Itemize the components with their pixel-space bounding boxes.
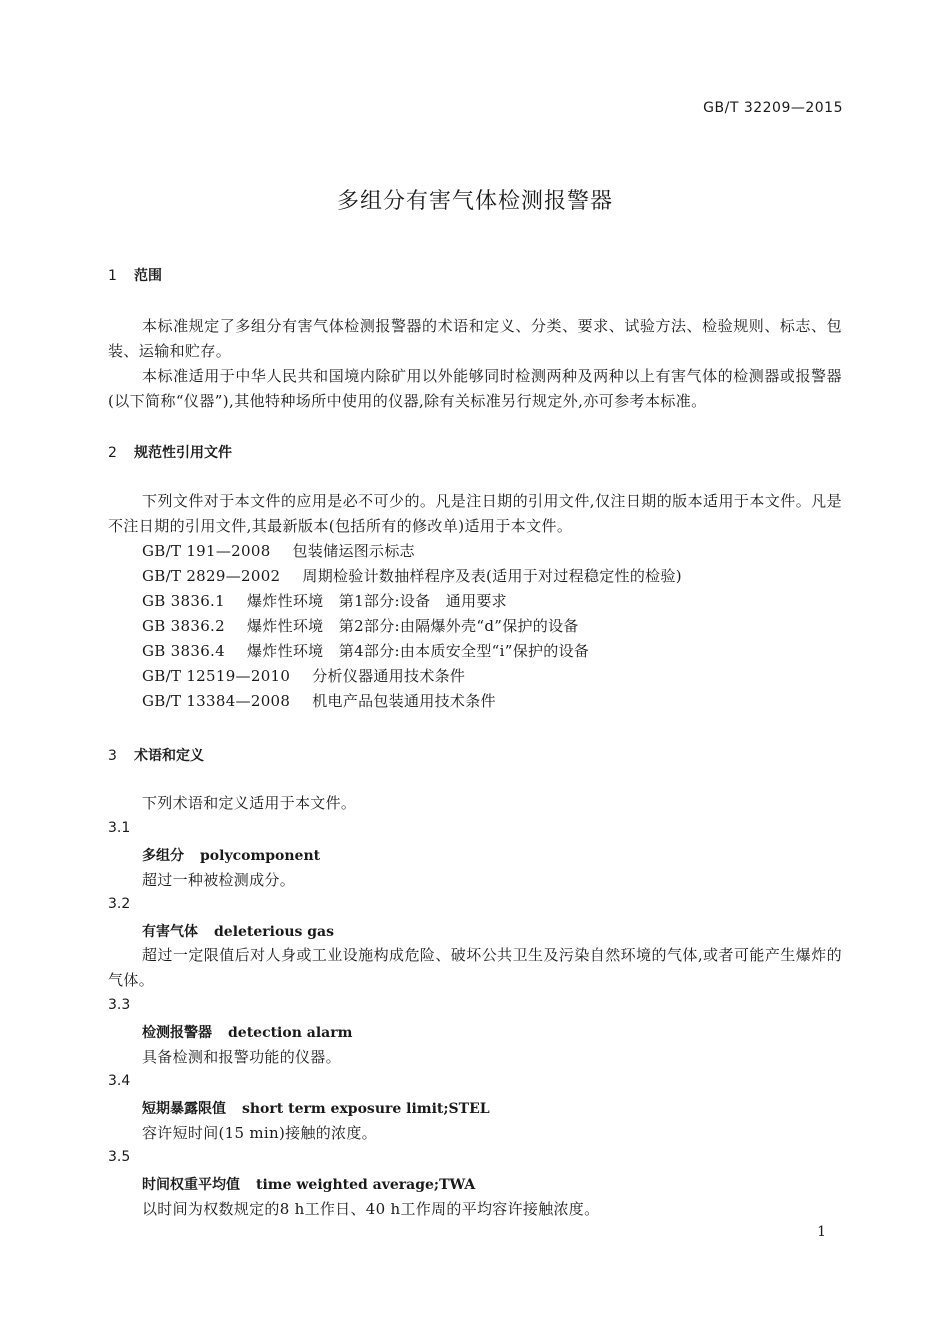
reference-title: 分析仪器通用技术条件 xyxy=(312,667,466,685)
term-en: detection alarm xyxy=(228,1025,353,1041)
page-number: 1 xyxy=(817,1224,826,1240)
reference-code: GB/T 2829—2002 xyxy=(142,567,281,585)
term-en: polycomponent xyxy=(200,848,321,864)
term-definition: 具备检测和报警功能的仪器。 xyxy=(142,1048,341,1066)
scope-paragraph-2: 本标准适用于中华人民共和国境内除矿用以外能够同时检测两种及两种以上有害气体的检测器或报警器(以下简称“仪器”),其他特种场所中使用的仪器,除有关标准另行规定外,亦可参考本标准。 xyxy=(108,367,842,410)
references-intro: 下列文件对于本文件的应用是必不可少的。凡是注日期的引用文件,仅注日期的版本适用于本文件。凡是不注日期的引用文件,其最新版本(包括所有的修改单)适用于本文件。 xyxy=(108,492,842,535)
term-definition: 超过一种被检测成分。 xyxy=(142,871,296,889)
term-en: short term exposure limit;STEL xyxy=(242,1101,490,1117)
term-number: 3.3 xyxy=(108,997,131,1013)
term-heading xyxy=(142,845,320,865)
reference-code: GB/T 13384—2008 xyxy=(142,692,291,710)
term-number: 3.1 xyxy=(108,820,131,836)
term-zh: 短期暴露限值 xyxy=(142,1101,226,1117)
reference-item xyxy=(142,640,589,661)
section-number: 3 xyxy=(108,748,117,764)
section-title: 术语和定义 xyxy=(134,748,204,764)
section-number: 1 xyxy=(108,268,117,284)
term-heading xyxy=(142,1022,352,1042)
reference-item xyxy=(142,540,415,561)
term-zh: 有害气体 xyxy=(142,924,198,940)
term-zh: 时间权重平均值 xyxy=(142,1177,240,1193)
term-number: 3.4 xyxy=(108,1073,131,1089)
term-definition: 容许短时间(15 min)接触的浓度。 xyxy=(142,1124,377,1142)
reference-code: GB 3836.4 xyxy=(142,642,225,660)
section-number: 2 xyxy=(108,445,117,461)
term-heading xyxy=(142,1098,490,1118)
reference-title: 爆炸性环境 第2部分:由隔爆外壳“d”保护的设备 xyxy=(246,617,579,635)
section-3-heading xyxy=(108,745,204,765)
reference-code: GB 3836.1 xyxy=(142,592,225,610)
scope-paragraph-1: 本标准规定了多组分有害气体检测报警器的术语和定义、分类、要求、试验方法、检验规则、标志、包装、运输和贮存。 xyxy=(108,317,842,360)
term-number: 3.2 xyxy=(108,896,131,912)
reference-item xyxy=(142,590,507,611)
reference-item xyxy=(142,665,465,686)
section-2-heading xyxy=(108,442,232,462)
reference-title: 爆炸性环境 第4部分:由本质安全型“i”保护的设备 xyxy=(246,642,590,660)
reference-code: GB/T 12519—2010 xyxy=(142,667,291,685)
term-en: deleterious gas xyxy=(214,924,335,940)
term-definition: 超过一定限值后对人身或工业设施构成危险、破坏公共卫生及污染自然环境的气体,或者可能产生爆炸的气体。 xyxy=(108,946,842,989)
reference-code: GB 3836.2 xyxy=(142,617,225,635)
term-heading xyxy=(142,1174,475,1194)
section-1-heading xyxy=(108,265,162,285)
term-zh: 多组分 xyxy=(142,848,184,864)
reference-item xyxy=(142,565,682,586)
reference-title: 周期检验计数抽样程序及表(适用于对过程稳定性的检验) xyxy=(302,567,682,585)
reference-item xyxy=(142,690,496,711)
reference-item xyxy=(142,615,579,636)
section-title: 范围 xyxy=(134,268,162,284)
term-heading xyxy=(142,921,334,941)
term-definition: 以时间为权数规定的8 h工作日、40 h工作周的平均容许接触浓度。 xyxy=(142,1200,600,1218)
standard-number: GB/T 32209—2015 xyxy=(703,100,843,116)
section-title: 规范性引用文件 xyxy=(134,445,232,461)
document-title: 多组分有害气体检测报警器 xyxy=(336,189,613,214)
reference-title: 包装储运图示标志 xyxy=(292,542,415,560)
terms-intro: 下列术语和定义适用于本文件。 xyxy=(142,794,357,812)
term-number: 3.5 xyxy=(108,1149,131,1165)
reference-code: GB/T 191—2008 xyxy=(142,542,271,560)
reference-title: 机电产品包装通用技术条件 xyxy=(312,692,496,710)
reference-title: 爆炸性环境 第1部分:设备 通用要求 xyxy=(246,592,507,610)
term-en: time weighted average;TWA xyxy=(256,1177,476,1193)
term-zh: 检测报警器 xyxy=(142,1025,212,1041)
